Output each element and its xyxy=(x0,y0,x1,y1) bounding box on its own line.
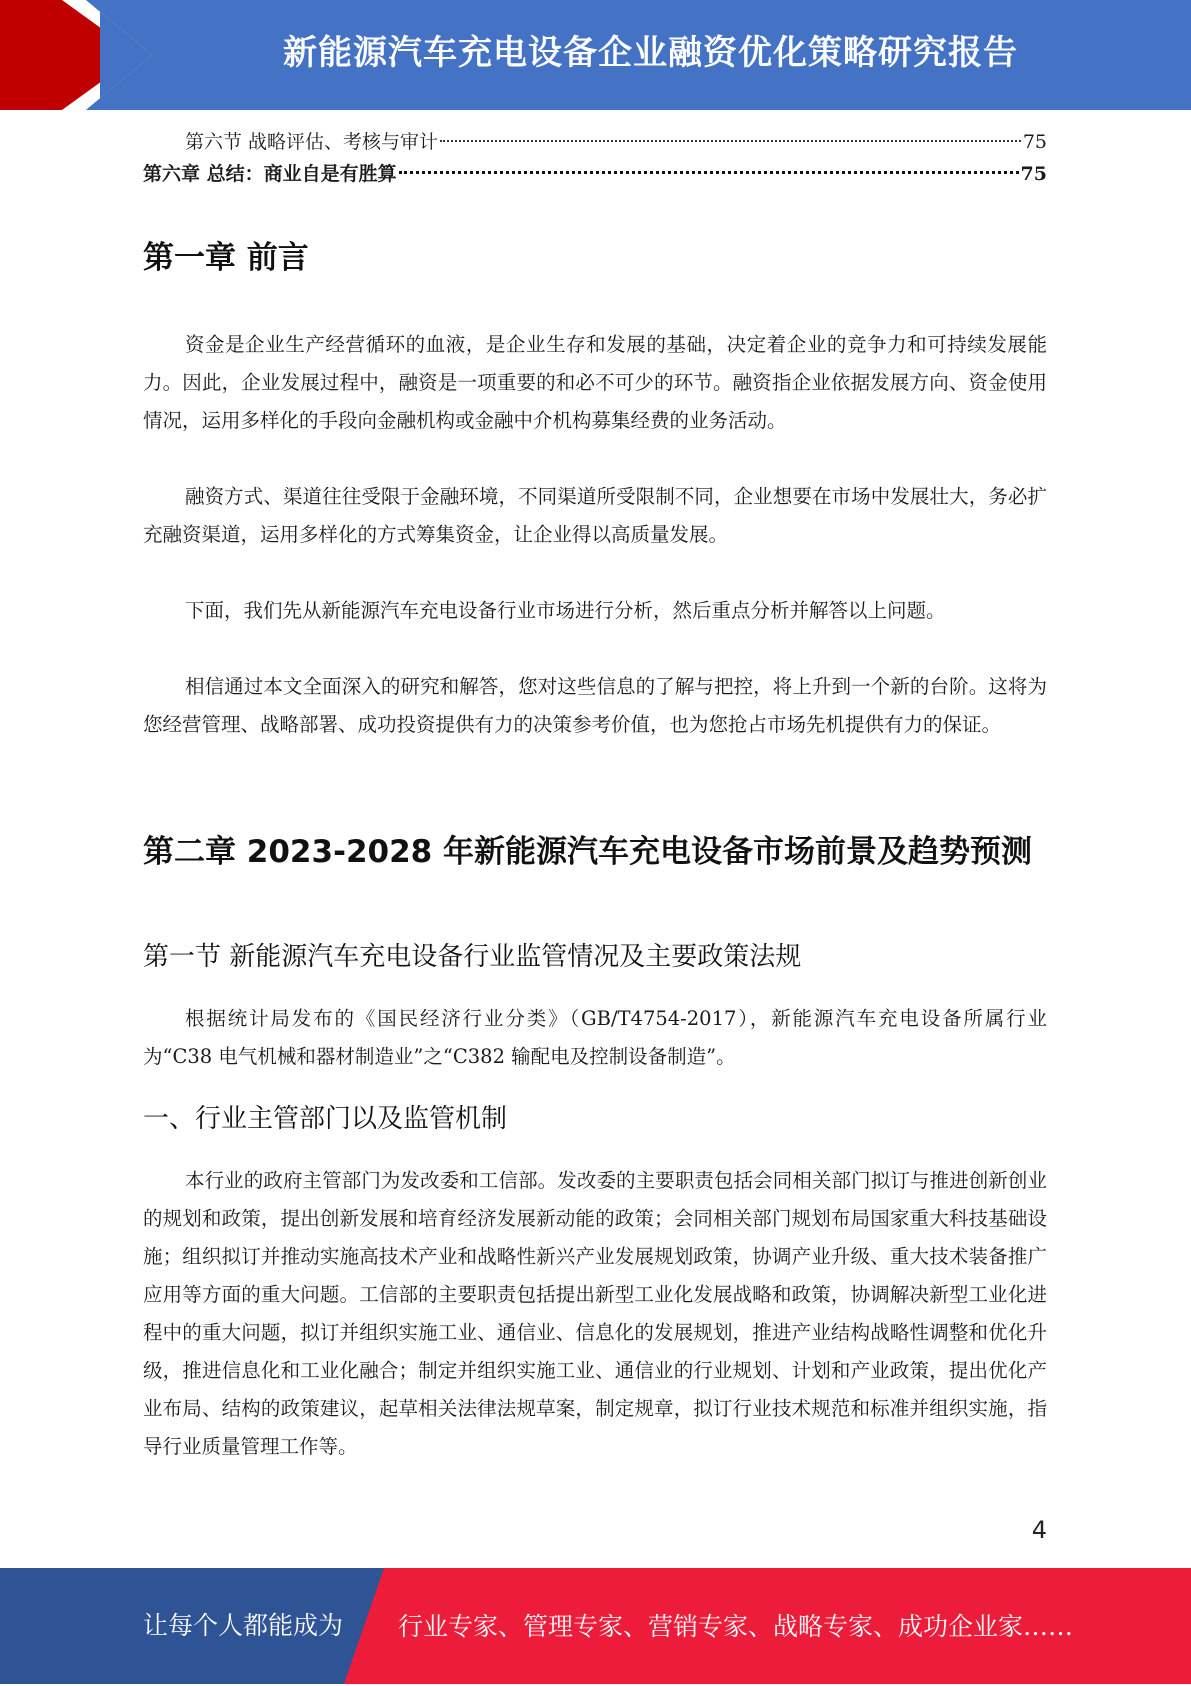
chapter1-paragraph-2: 融资方式、渠道往往受限于金融环境，不同渠道所受限制不同，企业想要在市场中发展壮大，务必扩充融资渠道，运用多样化的方式筹集资金，让企业得以高质量发展。 xyxy=(143,485,1047,546)
toc-leader-dots xyxy=(399,171,1019,174)
report-title: 新能源汽车充电设备企业融资优化策略研究报告 xyxy=(283,33,1018,73)
toc-entry[interactable] xyxy=(143,158,1047,190)
toc-leader-dots xyxy=(440,140,1021,142)
subsection1-heading: 一、行业主管部门以及监管机制 xyxy=(143,1104,508,1134)
chapter2-heading: 第二章 2023-2028 年新能源汽车充电设备市场前景及趋势预测 xyxy=(143,834,1033,870)
footer-slogan-left: 让每个人都能成为 xyxy=(143,1611,344,1640)
chapter1-paragraph-4: 相信通过本文全面深入的研究和解答，您对这些信息的了解与把控，将上升到一个新的台阶。这将为您经营管理、战略部署、成功投资提供有力的决策参考价值，也为您抢占市场先机提供有力的保证。 xyxy=(143,675,1047,736)
toc-entry-page: 75 xyxy=(1020,163,1047,185)
footer-banner xyxy=(0,1568,1191,1684)
page-content xyxy=(143,126,1047,1458)
section1-heading: 第一节 新能源汽车充电设备行业监管情况及主要政策法规 xyxy=(143,942,802,972)
header-banner xyxy=(0,0,1191,110)
page-number: 4 xyxy=(1031,1516,1047,1544)
toc-entry-text: 第六章 总结：商业自是有胜算 xyxy=(143,163,397,185)
chapter1-paragraph-3: 下面，我们先从新能源汽车充电设备行业市场进行分析，然后重点分析并解答以上问题。 xyxy=(185,599,946,622)
toc-entry-text: 第六节 战略评估、考核与审计 xyxy=(185,131,439,153)
subsection1-paragraph: 本行业的政府主管部门为发改委和工信部。发改委的主要职责包括会同相关部门拟订与推进创新创业的规划和政策，提出创新发展和培育经济发展新动能的政策；会同相关部门规划布局国家重大科技基础设施；组织拟订并推动实施高技术产业和战略性新兴产业发展规划政策，协调产业升级、重大技术装备推广应用等方面的重大问题。工信部的主要职责包括提出新型工业化发展战略和政策，协调解决新型工业化进程中的重大问题，拟订并组织实施工业、通信业、信息化的发展规划，推进产业结构战略性调整和优化升级，推进信息化和工业化融合；制定并组织实施工业、通信业的行业规划、计划和产业政策，提出优化产业布局、结构的政策建议，起草相关法律法规草案，制定规章，拟订行业技术规范和标准并组织实施，指导行业质量管理工作等。 xyxy=(143,1169,1047,1458)
section1-paragraph: 根据统计局发布的《国民经济行业分类》（GB/T4754-2017），新能源汽车充电设备所属行业为“C38 电气机械和器材制造业”之“C382 输配电及控制设备制造”。 xyxy=(143,1007,1047,1068)
toc-entry-page: 75 xyxy=(1022,131,1047,153)
footer-slogan-right: 行业专家、管理专家、营销专家、战略专家、成功企业家…… xyxy=(398,1612,1074,1641)
toc-entry[interactable] xyxy=(143,126,1047,158)
chapter1-paragraph-1: 资金是企业生产经营循环的血液，是企业生存和发展的基础，决定着企业的竞争力和可持续发展能力。因此，企业发展过程中，融资是一项重要的和必不可少的环节。融资指企业依据发展方向、资金使用情况，运用多样化的手段向金融机构或金融中介机构募集经费的业务活动。 xyxy=(143,333,1047,432)
chapter1-heading: 第一章 前言 xyxy=(143,240,309,276)
